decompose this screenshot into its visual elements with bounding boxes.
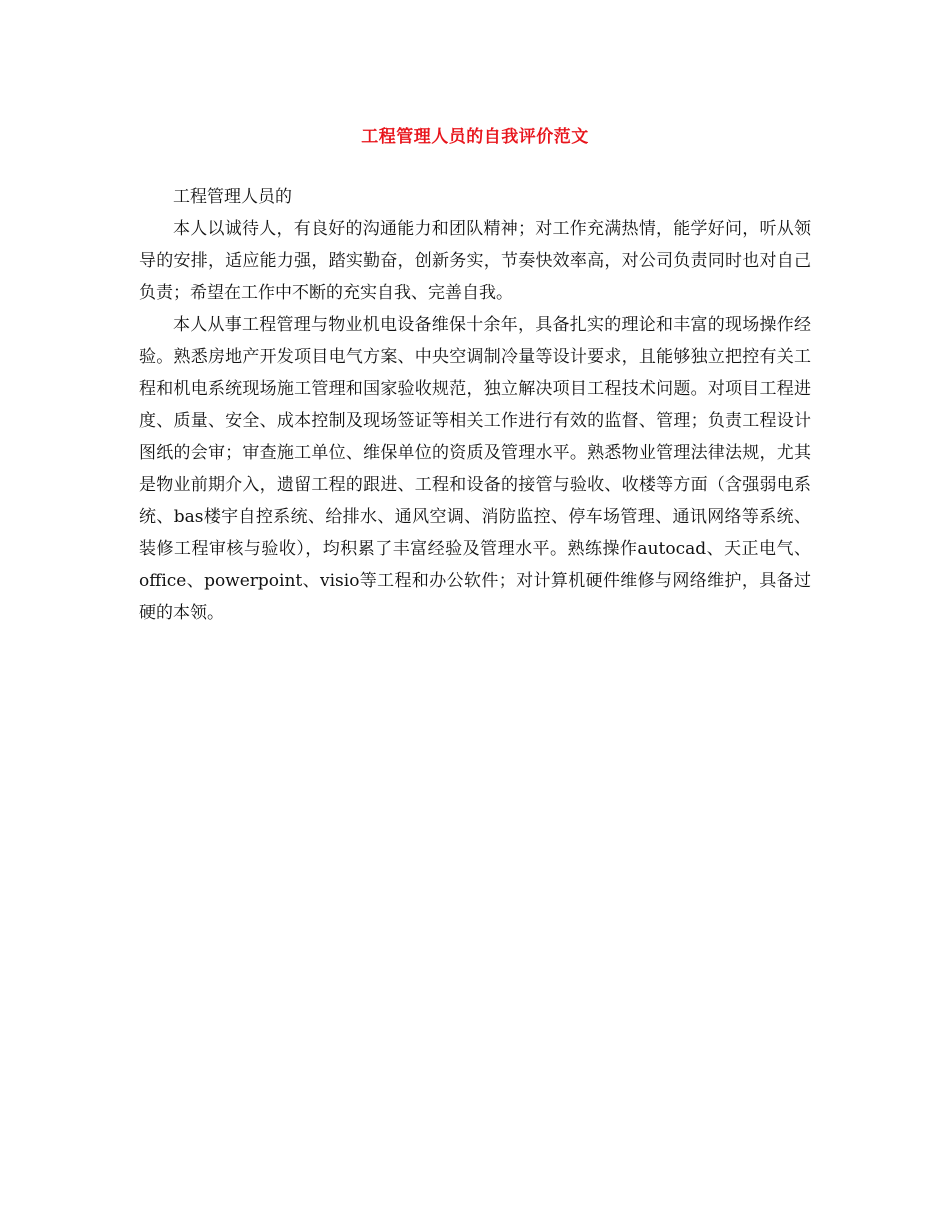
paragraph-experience: 本人从事工程管理与物业机电设备维保十余年，具备扎实的理论和丰富的现场操作经验。熟悉房地产开发项目电气方案、中央空调制冷量等设计要求，且能够独立把控有关工程和机电系统现场施工管理和国家验收规范，独立解决项目工程技术问题。对项目工程进度、质量、安全、成本控制及现场签证等相关工作进行有效的监督、管理；负责工程设计图纸的会审；审查施工单位、维保单位的资质及管理水平。熟悉物业管理法律法规，尤其是物业前期介入，遗留工程的跟进、工程和设备的接管与验收、收楼等方面（含强弱电系统、bas楼宇自控系统、给排水、通风空调、消防监控、停车场管理、通讯网络等系统、装修工程审核与验收），均积累了丰富经验及管理水平。熟练操作autocad、天正电气、office、powerpoint、visio等工程和办公软件；对计算机硬件维修与网络维护，具备过硬的本领。 <box>139 315 811 623</box>
paragraph-intro: 工程管理人员的 <box>173 187 292 207</box>
document-title: 工程管理人员的自我评价范文 <box>361 127 589 147</box>
document-body <box>139 181 811 629</box>
paragraph-personality: 本人以诚待人，有良好的沟通能力和团队精神；对工作充满热情，能学好问，听从领导的安排，适应能力强，踏实勤奋，创新务实，节奏快效率高，对公司负责同时也对自己负责；希望在工作中不断的充实自我、完善自我。 <box>139 219 811 303</box>
